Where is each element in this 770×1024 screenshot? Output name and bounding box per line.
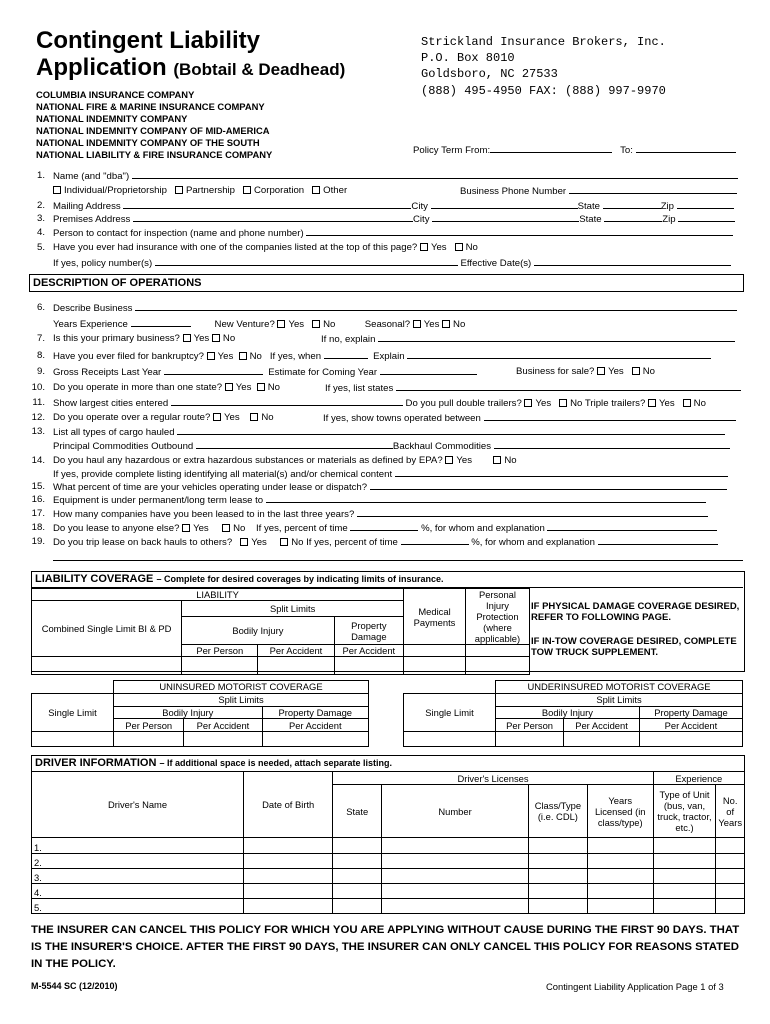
- pip: Personal Injury Protection (where applicable): [465, 589, 529, 645]
- long-term-lease-field[interactable]: [266, 494, 706, 503]
- um-per-accident: Per Accident: [184, 719, 262, 732]
- seasonal-yes-checkbox[interactable]: [413, 320, 421, 328]
- q1-name: Name (and "dba"): [53, 170, 738, 182]
- q18-lease: Do you lease to anyone else? Yes No If yes, percent of time %, for whom and explanation: [53, 522, 717, 534]
- uim-pd-per-accident: Per Accident: [639, 719, 742, 732]
- premises-city-field[interactable]: [432, 213, 579, 222]
- bi-accident-value[interactable]: [258, 657, 334, 675]
- uim-single-value[interactable]: [404, 732, 496, 747]
- q3-premises: Premises Address City State Zip: [53, 213, 735, 225]
- driver-heading: DRIVER INFORMATION – If additional space is needed, attach separate listing.: [31, 755, 745, 771]
- page-number: Contingent Liability Application Page 1 of 3: [546, 981, 724, 992]
- driver-row[interactable]: 2.: [32, 853, 244, 868]
- form-number: M-5544 SC (12/2010): [31, 981, 118, 991]
- q15-lease-pct: What percent of time are your vehicles operating under lease or dispatch?: [53, 481, 727, 493]
- extra-line: [53, 552, 743, 564]
- pd-value[interactable]: [334, 657, 404, 675]
- uim-property: Property Damage: [639, 706, 742, 719]
- page-title: Contingent Liability: [36, 27, 260, 54]
- operations-heading: DESCRIPTION OF OPERATIONS: [29, 274, 744, 292]
- unit-head: Type of Unit (bus, van, truck, tractor, etc.): [653, 785, 716, 838]
- um-person-value[interactable]: [114, 732, 184, 747]
- q-number: 7.: [36, 333, 45, 344]
- q-number: 19.: [31, 536, 45, 547]
- per-accident-pd: Per Accident: [334, 645, 404, 657]
- q-number: 5.: [36, 242, 45, 253]
- liability-col-head: LIABILITY: [32, 589, 404, 601]
- in-tow-note: IF IN-TOW COVERAGE DESIRED, COMPLETE TOW TRUCK SUPPLEMENT.: [531, 636, 737, 658]
- mailing-address-field[interactable]: [123, 200, 411, 209]
- new-venture-no-checkbox[interactable]: [312, 320, 320, 328]
- q-number: 13.: [31, 426, 45, 437]
- q10-yes-checkbox[interactable]: [225, 383, 233, 391]
- physical-damage-note: IF PHYSICAL DAMAGE COVERAGE DESIRED, REFER TO FOLLOWING PAGE.: [531, 601, 740, 623]
- q-number: 6.: [36, 302, 45, 313]
- q12-towns: If yes, show towns operated between: [323, 412, 736, 424]
- q6-describe: Describe Business: [53, 302, 737, 314]
- partnership-checkbox[interactable]: [175, 186, 183, 194]
- q2-mailing: Mailing Address City State Zip: [53, 200, 734, 212]
- pip-value[interactable]: [465, 657, 529, 675]
- policy-term: Policy Term From: To:: [413, 144, 736, 156]
- company-list: COLUMBIA INSURANCE COMPANY NATIONAL FIRE & MARINE INSURANCE COMPANY NATIONAL INDEMNITY COMPANY NATIONAL INDEMNITY COMPANY OF MID-AMERICA NATIONAL INDEMNITY COMPANY OF THE SOUTH NATIONAL LIABILITY & FIRE INSURANCE COMPANY: [36, 89, 273, 160]
- driver-row[interactable]: 3.: [32, 868, 244, 883]
- name-field[interactable]: [132, 170, 738, 179]
- q7-explain: If no, explain: [321, 333, 735, 345]
- q18-yes-checkbox[interactable]: [182, 524, 190, 532]
- q9-for-sale: Business for sale? Yes No: [516, 366, 655, 377]
- csl-value[interactable]: [32, 657, 182, 675]
- q19-whom-field[interactable]: [598, 536, 718, 545]
- underinsured-table: [403, 680, 743, 747]
- estimate-field[interactable]: [380, 366, 477, 375]
- q5-insurance: Have you ever had insurance with one of the companies listed at the top of this page? Yes No: [53, 242, 478, 253]
- uim-split: Split Limits: [496, 693, 743, 706]
- q-number: 4.: [36, 227, 45, 238]
- driver-table: [31, 771, 745, 914]
- triple-yes-checkbox[interactable]: [648, 399, 656, 407]
- q5-policy-numbers: If yes, policy number(s) Effective Date(s): [53, 257, 731, 269]
- mailing-city-field[interactable]: [431, 200, 578, 209]
- companies-count-field[interactable]: [357, 508, 708, 517]
- mailing-state-field[interactable]: [603, 200, 661, 209]
- q1-entity-type: Individual/Proprietorship Partnership Corporation Other: [53, 185, 347, 196]
- list-states-field[interactable]: [396, 382, 741, 391]
- cargo-field[interactable]: [177, 426, 725, 435]
- q-number: 14.: [31, 455, 45, 466]
- q14-no-checkbox[interactable]: [493, 456, 501, 464]
- describe-business-field[interactable]: [135, 302, 737, 311]
- q19-yes-checkbox[interactable]: [240, 538, 248, 546]
- per-accident: Per Accident: [258, 645, 334, 657]
- bankruptcy-explain-field[interactable]: [407, 350, 711, 359]
- q18-percent-field[interactable]: [350, 522, 418, 531]
- page-subtitle: (Bobtail & Deadhead): [173, 60, 346, 79]
- towns-field[interactable]: [484, 412, 736, 421]
- q19-trip-lease: Do you trip lease on back hauls to others? Yes No If yes, percent of time %, for whom and explanation: [53, 536, 718, 548]
- number-head: Number: [382, 785, 529, 838]
- um-pd-value[interactable]: [262, 732, 368, 747]
- mailing-zip-field[interactable]: [677, 200, 734, 209]
- um-split: Split Limits: [114, 693, 369, 706]
- q4-contact: Person to contact for inspection (name and phone number): [53, 227, 733, 239]
- driver-row[interactable]: 5.: [32, 898, 244, 913]
- extra-line-field[interactable]: [53, 552, 743, 561]
- q7-explain-field[interactable]: [378, 333, 735, 342]
- q9-receipts: Gross Receipts Last Year Estimate for Coming Year: [53, 366, 477, 378]
- q8-bankruptcy: Have you ever filed for bankruptcy? Yes No If yes, when Explain: [53, 350, 711, 362]
- medical-value[interactable]: [404, 657, 466, 675]
- q-number: 15.: [31, 481, 45, 492]
- uim-heading: UNDERINSURED MOTORIST COVERAGE: [496, 681, 743, 694]
- class-head: Class/Type (i.e. CDL): [528, 785, 587, 838]
- broker-name: Strickland Insurance Brokers, Inc.: [421, 35, 666, 49]
- q-number: 2.: [36, 200, 45, 211]
- liability-heading: LIABILITY COVERAGE – Complete for desired coverages by indicating limits of insurance.: [32, 572, 743, 588]
- dob-head: Date of Birth: [244, 772, 333, 838]
- uninsured-table: [31, 680, 369, 747]
- for-sale-yes-checkbox[interactable]: [597, 367, 605, 375]
- um-bodily: Bodily Injury: [114, 706, 263, 719]
- q5-no-checkbox[interactable]: [455, 243, 463, 251]
- other-checkbox[interactable]: [312, 186, 320, 194]
- q19-percent-field[interactable]: [401, 536, 469, 545]
- premises-address-field[interactable]: [133, 213, 413, 222]
- largest-cities-field[interactable]: [171, 397, 403, 406]
- licenses-head: Driver's Licenses: [333, 772, 653, 785]
- driver-row[interactable]: 1.: [32, 838, 244, 853]
- uim-per-person: Per Person: [496, 719, 564, 732]
- no-years-head: No. of Years: [716, 785, 745, 838]
- driver-row[interactable]: 4.: [32, 883, 244, 898]
- business-phone-field[interactable]: [569, 185, 737, 194]
- premises-state-field[interactable]: [604, 213, 662, 222]
- double-yes-checkbox[interactable]: [524, 399, 532, 407]
- bi-person-value[interactable]: [182, 657, 258, 675]
- um-single-limit: Single Limit: [32, 693, 114, 731]
- for-sale-no-checkbox[interactable]: [632, 367, 640, 375]
- per-person: Per Person: [182, 645, 258, 657]
- q8-yes-checkbox[interactable]: [207, 352, 215, 360]
- q18-no-checkbox[interactable]: [222, 524, 230, 532]
- uim-pd-value[interactable]: [639, 732, 742, 747]
- principal-field[interactable]: [196, 440, 393, 449]
- state-head: State: [333, 785, 382, 838]
- seasonal-no-checkbox[interactable]: [442, 320, 450, 328]
- q-number: 8.: [36, 350, 45, 361]
- policy-numbers-field[interactable]: [155, 257, 458, 266]
- q-number: 12.: [31, 412, 45, 423]
- broker-city: Goldsboro, NC 27533: [421, 67, 558, 81]
- uim-per-accident: Per Accident: [564, 719, 640, 732]
- triple-no-checkbox[interactable]: [683, 399, 691, 407]
- q10-no-checkbox[interactable]: [257, 383, 265, 391]
- q-number: 18.: [31, 522, 45, 533]
- broker-po: P.O. Box 8010: [421, 51, 515, 65]
- q12-route: Do you operate over a regular route? Yes No: [53, 412, 274, 423]
- q-number: 10.: [31, 382, 45, 393]
- q-number: 17.: [31, 508, 45, 519]
- q14-hazardous: Do you haul any hazardous or extra hazardous substances or materials as defined by EPA? Yes No: [53, 455, 517, 466]
- years-head: Years Licensed (in class/type): [587, 785, 653, 838]
- q12-yes-checkbox[interactable]: [213, 413, 221, 421]
- q-number: 9.: [36, 366, 45, 377]
- um-heading: UNINSURED MOTORIST COVERAGE: [114, 681, 369, 694]
- um-accident-value[interactable]: [184, 732, 262, 747]
- q-number: 1.: [36, 170, 45, 181]
- bodily-injury: Bodily Injury: [182, 617, 334, 645]
- q5-yes-checkbox[interactable]: [420, 243, 428, 251]
- um-property: Property Damage: [262, 706, 368, 719]
- cancellation-notice: THE INSURER CAN CANCEL THIS POLICY FOR WHICH YOU ARE APPLYING WITHOUT CAUSE DURING THE FIRST 90 DAYS. THAT IS THE INSURER'S CHOICE. AFTER THE FIRST 90 DAYS, THE INSURER CAN ONLY CANCEL THIS POLICY FOR REASONS STATED IN THE POLICY.: [31, 924, 740, 970]
- contact-field[interactable]: [306, 227, 733, 236]
- driver-name-head: Driver's Name: [32, 772, 244, 838]
- q19-no-checkbox[interactable]: [280, 538, 288, 546]
- bankruptcy-when-field[interactable]: [324, 350, 368, 359]
- um-single-value[interactable]: [32, 732, 114, 747]
- gross-receipts-field[interactable]: [164, 366, 263, 375]
- um-pd-per-accident: Per Accident: [262, 719, 368, 732]
- uim-accident-value[interactable]: [564, 732, 640, 747]
- lease-percent-field[interactable]: [370, 481, 727, 490]
- q7-primary: Is this your primary business? Yes No: [53, 333, 236, 344]
- property-damage: Property Damage: [334, 617, 404, 645]
- q17-companies: How many companies have you been leased to in the last three years?: [53, 508, 708, 520]
- q7-no-checkbox[interactable]: [212, 334, 220, 342]
- q18-whom-field[interactable]: [547, 522, 717, 531]
- policy-to-field[interactable]: [636, 144, 736, 153]
- medical-payments: Medical Payments: [404, 589, 466, 645]
- effective-dates-field[interactable]: [534, 257, 731, 266]
- double-no-checkbox[interactable]: [559, 399, 567, 407]
- q-number: 16.: [31, 494, 45, 505]
- corporation-checkbox[interactable]: [243, 186, 251, 194]
- q-number: 11.: [32, 397, 45, 408]
- experience-head: Experience: [653, 772, 744, 785]
- individual-checkbox[interactable]: [53, 186, 61, 194]
- q10-states: Do you operate in more than one state? Yes No: [53, 382, 281, 393]
- policy-from-field[interactable]: [490, 144, 612, 153]
- q6-experience: Years Experience New Venture? Yes No Seasonal? Yes No: [53, 319, 466, 330]
- csl-label: Combined Single Limit BI & PD: [32, 601, 182, 657]
- um-per-person: Per Person: [114, 719, 184, 732]
- q-number: 3.: [36, 213, 45, 224]
- q7-yes-checkbox[interactable]: [183, 334, 191, 342]
- liability-table: [31, 588, 530, 675]
- page-title-line2: Application (Bobtail & Deadhead): [36, 54, 346, 81]
- premises-zip-field[interactable]: [678, 213, 735, 222]
- uim-bodily: Bodily Injury: [496, 706, 640, 719]
- backhaul-field[interactable]: [494, 440, 730, 449]
- business-phone: Business Phone Number: [460, 185, 737, 197]
- split-limits: Split Limits: [182, 601, 404, 617]
- years-experience-field[interactable]: [131, 318, 191, 327]
- broker-phone: (888) 495-4950 FAX: (888) 997-9970: [421, 84, 666, 98]
- uim-person-value[interactable]: [496, 732, 564, 747]
- q16-long-term: Equipment is under permanent/long term lease to: [53, 494, 706, 506]
- new-venture-yes-checkbox[interactable]: [277, 320, 285, 328]
- q10-list-states: If yes, list states: [325, 382, 741, 394]
- q14-listing: If yes, provide complete listing identifying all material(s) and/or chemical content: [53, 468, 728, 480]
- uim-single-limit: Single Limit: [404, 693, 496, 731]
- q12-no-checkbox[interactable]: [250, 413, 258, 421]
- q14-yes-checkbox[interactable]: [445, 456, 453, 464]
- q13-commodities: Principal Commodities Outbound Backhaul Commodities: [53, 440, 730, 452]
- q8-no-checkbox[interactable]: [239, 352, 247, 360]
- q13-cargo: List all types of cargo hauled: [53, 426, 725, 438]
- q11-cities: Show largest cities entered Do you pull double trailers? Yes No Triple trailers? Yes No: [53, 398, 706, 409]
- hazmat-listing-field[interactable]: [395, 468, 728, 477]
